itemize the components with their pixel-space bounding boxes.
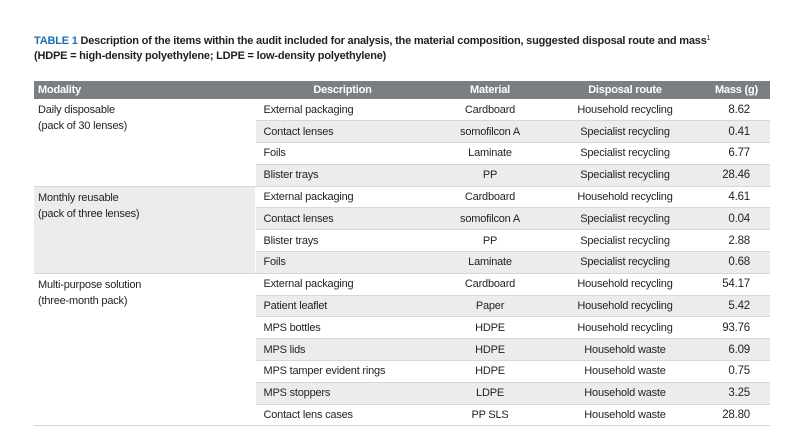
material-cell: Paper [430, 295, 550, 317]
disposal-route-cell: Specialist recycling [550, 164, 700, 186]
material-cell: Cardboard [430, 99, 550, 121]
header-row [34, 81, 770, 99]
mass-cell: 3.25 [700, 382, 770, 404]
mass-cell: 0.68 [700, 252, 770, 274]
disposal-route-cell: Household waste [550, 404, 700, 426]
disposal-route-cell: Household recycling [550, 295, 700, 317]
table-row [34, 186, 770, 208]
disposal-route-cell: Specialist recycling [550, 230, 700, 252]
description-cell: Contact lens cases [255, 404, 430, 426]
mass-cell: 4.61 [700, 186, 770, 208]
table-label: TABLE 1 [34, 35, 78, 47]
table-body [34, 99, 770, 426]
description-cell: External packaging [255, 186, 430, 208]
mass-cell: 54.17 [700, 273, 770, 295]
modality-name: Multi-purpose solution [38, 278, 142, 291]
table-row [34, 273, 770, 295]
disposal-route-cell: Specialist recycling [550, 208, 700, 230]
modality-cell [34, 99, 255, 186]
disposal-route-cell: Household recycling [550, 273, 700, 295]
description-cell: Patient leaflet [255, 295, 430, 317]
material-cell: somofilcon A [430, 208, 550, 230]
material-cell: HDPE [430, 361, 550, 383]
header-material: Material [430, 81, 550, 99]
material-cell: Cardboard [430, 273, 550, 295]
description-cell: Foils [255, 143, 430, 165]
modality-pack: (pack of three lenses) [38, 207, 140, 220]
description-cell: Blister trays [255, 230, 430, 252]
description-cell: MPS lids [255, 339, 430, 361]
audit-table [34, 81, 770, 426]
mass-cell: 6.77 [700, 143, 770, 165]
disposal-route-cell: Household waste [550, 361, 700, 383]
header-description: Description [255, 81, 430, 99]
description-cell: External packaging [255, 273, 430, 295]
disposal-route-cell: Specialist recycling [550, 121, 700, 143]
material-cell: PP SLS [430, 404, 550, 426]
header-disposal-route: Disposal route [550, 81, 700, 99]
header-mass: Mass (g) [700, 81, 770, 99]
caption-abbreviations: (HDPE = high-density polyethylene; LDPE = low-density polyethylene) [34, 50, 387, 62]
table-row [34, 99, 770, 121]
modality-name: Monthly reusable [38, 191, 119, 204]
material-cell: Laminate [430, 143, 550, 165]
modality-cell [34, 273, 255, 426]
description-cell: Contact lenses [255, 121, 430, 143]
caption-text: Description of the items within the audit included for analysis, the material composition, suggested disposal route and mass [80, 35, 707, 47]
description-cell: MPS tamper evident rings [255, 361, 430, 383]
mass-cell: 0.75 [700, 361, 770, 383]
material-cell: PP [430, 230, 550, 252]
material-cell: Laminate [430, 252, 550, 274]
description-cell: Blister trays [255, 164, 430, 186]
description-cell: Foils [255, 252, 430, 274]
mass-cell: 93.76 [700, 317, 770, 339]
mass-cell: 8.62 [700, 99, 770, 121]
material-cell: HDPE [430, 317, 550, 339]
header-modality: Modality [34, 81, 255, 99]
mass-cell: 28.80 [700, 404, 770, 426]
modality-pack: (three-month pack) [38, 294, 128, 307]
disposal-route-cell: Household recycling [550, 186, 700, 208]
table-caption [34, 34, 774, 64]
disposal-route-cell: Household waste [550, 382, 700, 404]
material-cell: Cardboard [430, 186, 550, 208]
mass-cell: 6.09 [700, 339, 770, 361]
disposal-route-cell: Household waste [550, 339, 700, 361]
description-cell: MPS bottles [255, 317, 430, 339]
mass-cell: 0.04 [700, 208, 770, 230]
footnote-mark: 1 [706, 35, 711, 42]
modality-pack: (pack of 30 lenses) [38, 120, 128, 132]
caption-line-1 [34, 34, 774, 49]
mass-cell: 2.88 [700, 230, 770, 252]
disposal-route-cell: Specialist recycling [550, 143, 700, 165]
disposal-route-cell: Household recycling [550, 317, 700, 339]
description-cell: MPS stoppers [255, 382, 430, 404]
material-cell: LDPE [430, 382, 550, 404]
description-cell: Contact lenses [255, 208, 430, 230]
material-cell: HDPE [430, 339, 550, 361]
modality-cell [34, 186, 255, 273]
disposal-route-cell: Household recycling [550, 99, 700, 121]
mass-cell: 28.46 [700, 164, 770, 186]
mass-cell: 5.42 [700, 295, 770, 317]
material-cell: somofilcon A [430, 121, 550, 143]
modality-name: Daily disposable [38, 104, 115, 116]
mass-cell: 0.41 [700, 121, 770, 143]
disposal-route-cell: Specialist recycling [550, 252, 700, 274]
material-cell: PP [430, 164, 550, 186]
description-cell: External packaging [255, 99, 430, 121]
